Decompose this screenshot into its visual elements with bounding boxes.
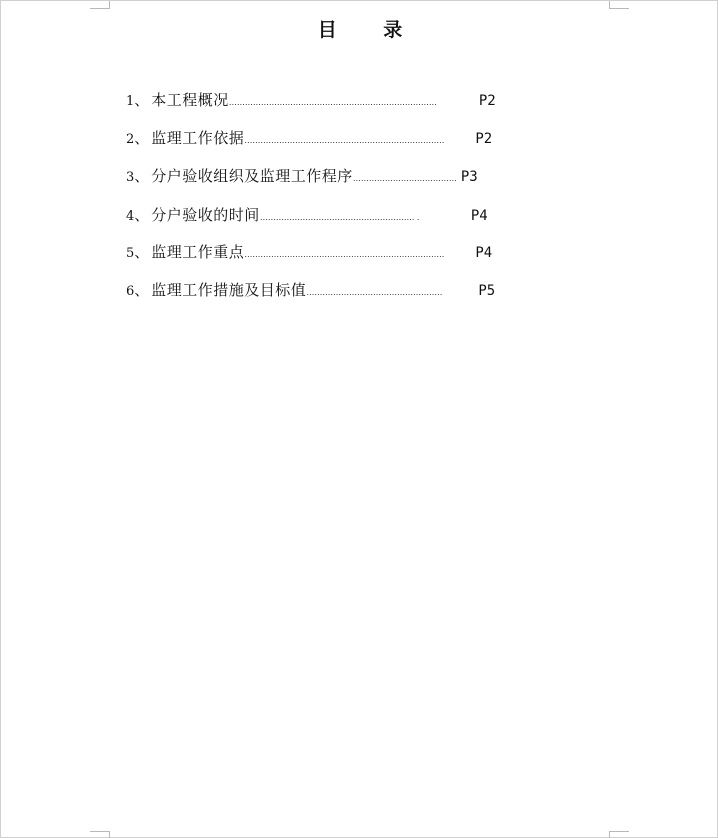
toc-entry-title: 监理工作措施及目标值 [151, 281, 307, 299]
toc-entry-number: 3 [126, 170, 135, 185]
toc-entry-page: P2 [475, 131, 493, 147]
toc-entry-title: 分户验收的时间 [151, 206, 260, 224]
crop-mark-top-right [609, 1, 629, 9]
toc-entry-leader: …………………………………………………………………… [228, 98, 437, 107]
toc-entry-separator: 、 [134, 167, 150, 185]
toc-entry-number: 6 [126, 284, 135, 299]
toc-entry[interactable] [126, 165, 478, 189]
toc-entry-leader: ………………………………… [352, 174, 457, 183]
toc-entry[interactable] [126, 241, 492, 265]
toc-entry-page: P2 [478, 93, 496, 109]
toc-entry[interactable] [126, 127, 492, 151]
toc-entry[interactable] [126, 89, 496, 113]
toc-entry-page: P5 [478, 283, 496, 299]
toc-entry[interactable] [126, 279, 495, 303]
crop-mark-bottom-right [609, 831, 629, 838]
toc-entry-title: 监理工作依据 [151, 129, 245, 147]
toc-entry-page: P4 [475, 245, 493, 261]
toc-entry[interactable] [126, 204, 488, 228]
toc-entry-number: 4 [126, 209, 135, 224]
toc-title: 目 录 [317, 19, 423, 41]
toc-entry-page: P3 [460, 169, 478, 185]
toc-entry-title: 分户验收组织及监理工作程序 [151, 167, 353, 185]
toc-entry-separator: 、 [134, 129, 150, 147]
toc-entry-number: 1 [126, 94, 135, 109]
toc-entry-separator: 、 [134, 91, 150, 109]
toc-entry-number: 2 [126, 132, 135, 147]
toc-entry-page: P4 [470, 208, 488, 224]
toc-entry-title: 监理工作重点 [151, 243, 245, 261]
toc-entry-separator: 、 [134, 281, 150, 299]
toc-entry-leader: …………………………………………… [306, 288, 443, 297]
toc-entry-separator: 、 [134, 243, 150, 261]
crop-mark-top-left [90, 1, 110, 9]
crop-mark-bottom-left [90, 831, 110, 838]
toc-entry-leader: ………………………………………………………………… [244, 250, 445, 259]
toc-entry-separator: 、 [134, 206, 150, 224]
toc-entry-title: 本工程概况 [151, 91, 229, 109]
toc-entry-number: 5 [126, 246, 135, 261]
toc-entry-leader: …………………………………………………. . [259, 213, 420, 222]
toc-entry-leader: ………………………………………………………………… [244, 136, 445, 145]
